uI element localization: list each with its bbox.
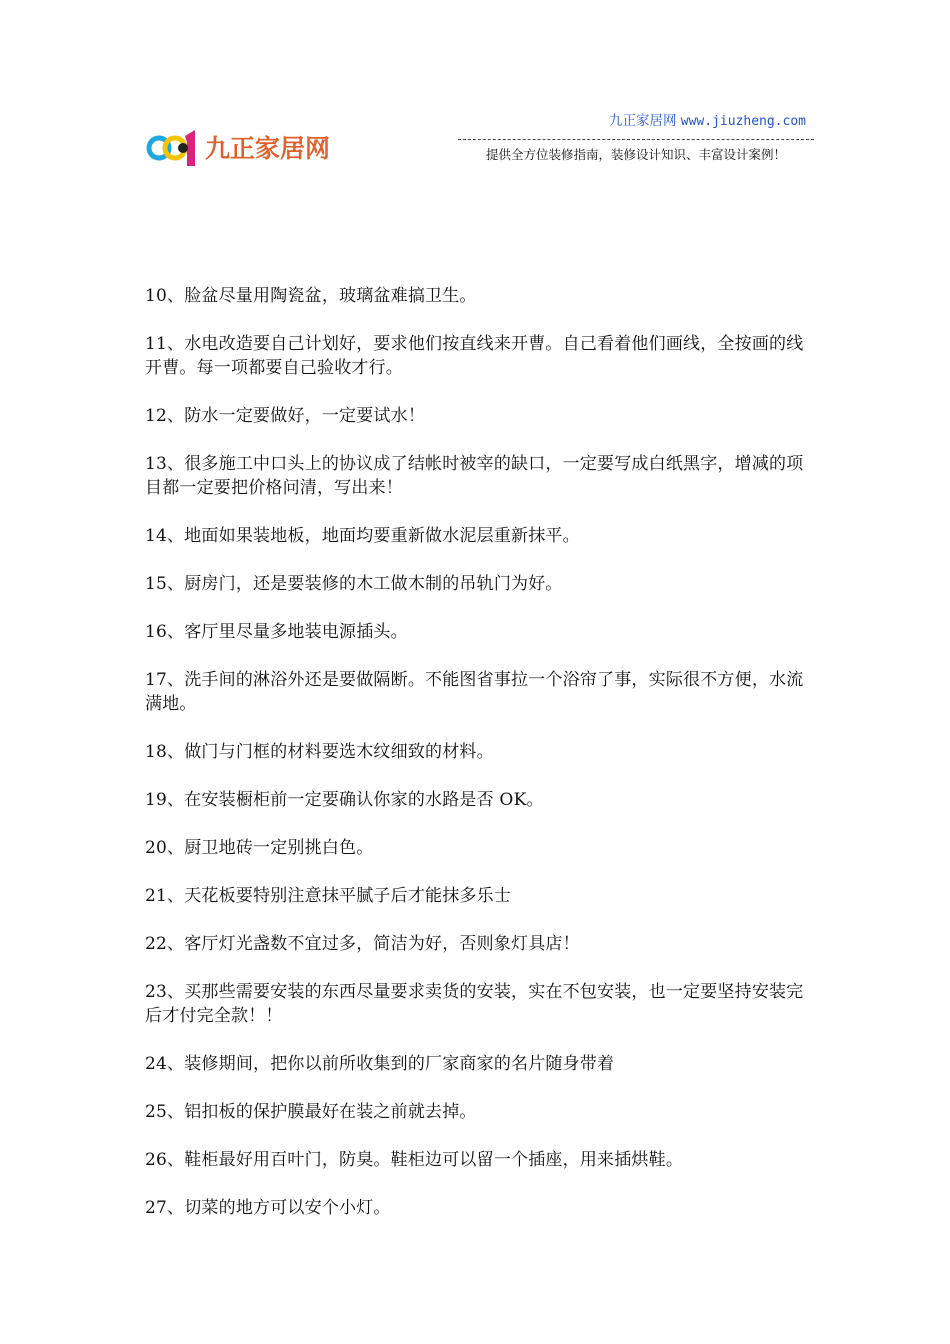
list-item: 11、水电改造要自己计划好，要求他们按直线来开曹。自己看着他们画线，全按画的线开曹。每一项都要自己验收才行。 <box>145 334 804 378</box>
list-item: 19、在安装橱柜前一定要确认你家的水路是否 OK。 <box>145 790 544 810</box>
brand-name: 九正家居网 <box>205 134 331 163</box>
logo-mark-icon <box>145 126 345 170</box>
list-item: 16、客厅里尽量多地装电源插头。 <box>145 622 408 642</box>
site-name[interactable]: 九正家居网 <box>608 113 677 129</box>
site-header <box>458 112 814 163</box>
list-item: 10、脸盆尽量用陶瓷盆，玻璃盆难搞卫生。 <box>145 286 477 306</box>
list-item: 21、天花板要特别注意抹平腻子后才能抹多乐士 <box>145 886 512 906</box>
list-item: 20、厨卫地砖一定别挑白色。 <box>145 838 374 858</box>
header-divider <box>458 139 814 140</box>
tips-list <box>145 284 810 1244</box>
site-logo <box>145 126 345 170</box>
list-item: 15、厨房门，还是要装修的木工做木制的吊轨门为好。 <box>145 574 563 594</box>
list-item: 25、铝扣板的保护膜最好在装之前就去掉。 <box>145 1102 477 1122</box>
site-tagline: 提供全方位装修指南，装修设计知识、丰富设计案例！ <box>485 147 786 162</box>
list-item: 26、鞋柜最好用百叶门，防臭。鞋柜边可以留一个插座，用来插烘鞋。 <box>145 1150 684 1170</box>
list-item: 14、地面如果装地板，地面均要重新做水泥层重新抹平。 <box>145 526 580 546</box>
list-item: 13、很多施工中口头上的协议成了结帐时被宰的缺口，一定要写成白纸黑字，增减的项目都一定要把价格问清，写出来！ <box>145 454 804 498</box>
list-item: 18、做门与门框的材料要选木纹细致的材料。 <box>145 742 494 762</box>
list-item: 17、洗手间的淋浴外还是要做隔断。不能图省事拉一个浴帘了事，实际很不方便，水流满地。 <box>145 670 804 714</box>
site-url[interactable]: www.jiuzheng.com <box>680 114 806 129</box>
list-item: 24、装修期间，把你以前所收集到的厂家商家的名片随身带着 <box>145 1054 615 1074</box>
site-link[interactable] <box>458 112 814 131</box>
list-item: 27、切菜的地方可以安个小灯。 <box>145 1198 391 1218</box>
list-item: 22、客厅灯光盏数不宜过多，简洁为好，否则象灯具店！ <box>145 934 580 954</box>
list-item: 23、买那些需要安装的东西尽量要求卖货的安装，实在不包安装，也一定要坚持安装完后才付完全款！！ <box>145 982 804 1026</box>
list-item: 12、防水一定要做好，一定要试水！ <box>145 406 426 426</box>
